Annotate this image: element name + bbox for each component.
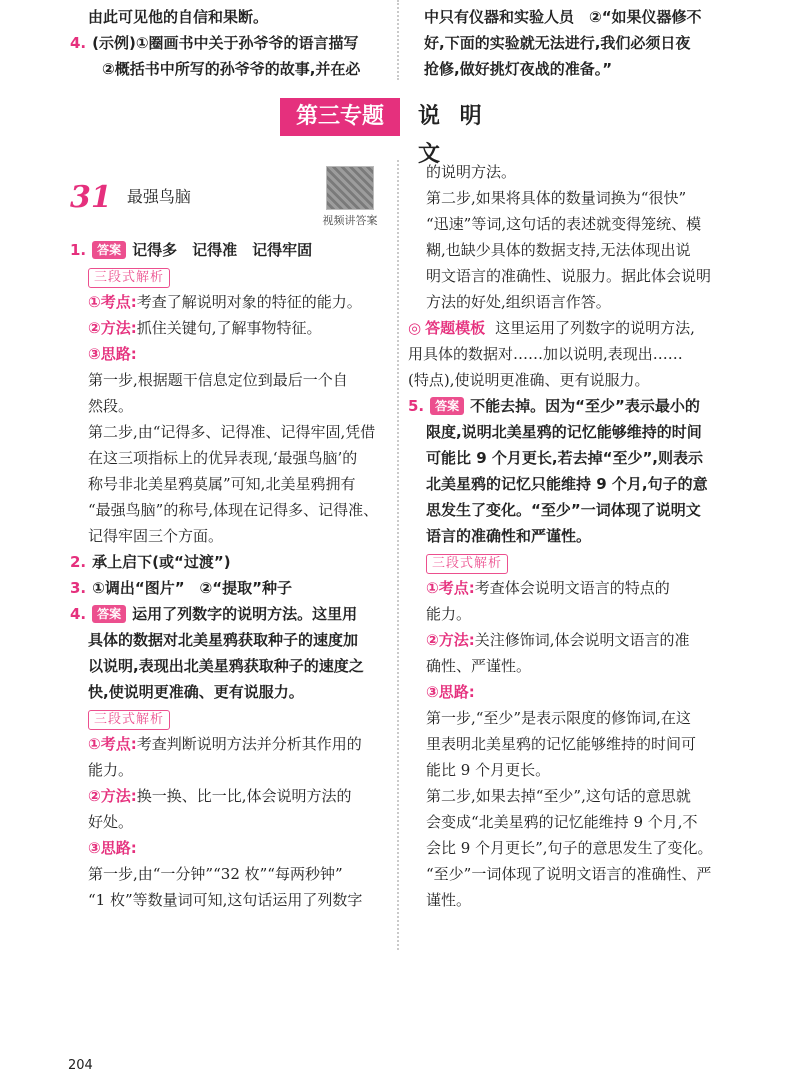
answer-text: 记得多 记得准 记得牢固 <box>132 241 313 259</box>
text-line: 第二步,如果将具体的数量词换为“很快” <box>426 189 687 207</box>
fangfa-label: ②方法: <box>426 631 475 649</box>
kaodian-label: ①考点: <box>88 735 137 753</box>
fangfa-label: ②方法: <box>88 319 137 337</box>
text-line: “1 枚”等数量词可知,这句话运用了列数字 <box>88 891 363 909</box>
text-line: 能力。 <box>88 761 134 779</box>
text-line: 会变成“北美星鸦的记忆能维持 9 个月,不 <box>426 813 698 831</box>
qr-label: 视频讲答案 <box>322 214 378 227</box>
analysis-badge: 三段式解析 <box>88 268 170 288</box>
question-number: 1. <box>70 241 87 259</box>
silu-label: ③思路: <box>426 683 475 701</box>
text-line: 能比 9 个月更长。 <box>426 761 551 779</box>
text-line: 第二步,由“记得多、记得准、记得牢固,凭借 <box>88 423 376 441</box>
question-number: 4. <box>70 605 87 623</box>
analysis-badge: 三段式解析 <box>88 710 170 730</box>
video-answer-qr[interactable] <box>320 166 380 232</box>
text-line: 确性、严谨性。 <box>426 657 532 675</box>
text-line: 能力。 <box>426 605 472 623</box>
lesson-header <box>70 180 191 220</box>
answer-badge: 答案 <box>430 397 464 415</box>
analysis-badge: 三段式解析 <box>426 554 508 574</box>
text-line: “迅速”等词,这句话的表述就变得笼统、模 <box>426 215 702 233</box>
fangfa-label: ②方法: <box>88 787 137 805</box>
answer-text: 快,使说明更准确、更有说服力。 <box>88 683 304 701</box>
text-line: 在这三项指标上的优异表现,‘最强鸟脑’的 <box>88 449 358 467</box>
text-line: 第一步,根据题干信息定位到最后一个自 <box>88 371 348 389</box>
fangfa-text: 换一换、比一比,体会说明方法的 <box>136 787 352 805</box>
section-title: 说 明 文 <box>418 104 488 167</box>
answer-text: 北美星鸦的记忆只能维持 9 个月,句子的意 <box>426 475 708 493</box>
answer-badge: 答案 <box>92 605 126 623</box>
text-line: 好处。 <box>88 813 134 831</box>
text-line: 由此可见他的自信和果断。 <box>88 8 269 26</box>
silu-label: ③思路: <box>88 345 137 363</box>
fangfa-text: 抓住关键句,了解事物特征。 <box>136 319 322 337</box>
text-line: 会比 9 个月更长”,句子的意思发生了变化。 <box>426 839 713 857</box>
text-line: 里表明北美星鸦的记忆能够维持的时间可 <box>426 735 697 753</box>
text-line: 第二步,如果去掉“至少”,这句话的意思就 <box>426 787 691 805</box>
text-line: 称号非北美星鸦莫属”可知,北美星鸦拥有 <box>88 475 356 493</box>
text-line: 用具体的数据对……加以说明,表现出…… <box>408 345 683 363</box>
text-line: 方法的好处,组织语言作答。 <box>426 293 611 311</box>
column-divider-main <box>397 160 399 950</box>
answer-text: 运用了列数字的说明方法。这里用 <box>132 605 358 623</box>
question-number: 2. <box>70 553 87 571</box>
qr-code-icon[interactable] <box>326 166 374 210</box>
kaodian-label: ①考点: <box>426 579 475 597</box>
answer-text: 承上启下(或“过渡”) <box>92 553 231 571</box>
text-line: 然段。 <box>88 397 134 415</box>
answer-text: 可能比 9 个月更长,若去掉“至少”,则表示 <box>426 449 703 467</box>
text-line: (示例)①圈画书中关于孙爷爷的语言描写 <box>92 34 359 52</box>
text-line: 的说明方法。 <box>426 163 517 181</box>
lesson-title: 最强鸟脑 <box>126 187 191 206</box>
text-line: 中只有仪器和实验人员 ②“如果仪器修不 <box>424 8 702 26</box>
left-column <box>70 237 390 913</box>
template-icon: ◎ <box>408 319 422 337</box>
section-banner <box>280 98 512 167</box>
answer-text: 限度,说明北美星鸦的记忆能够维持的时间 <box>426 423 702 441</box>
answer-text: 语言的准确性和严谨性。 <box>426 527 592 545</box>
template-label: 答题模板 <box>425 319 486 337</box>
text-line: 抢修,做好挑灯夜战的准备。” <box>424 60 613 78</box>
answer-text: ①调出“图片” ②“提取”种子 <box>92 579 292 597</box>
page-number: 204 <box>68 1058 93 1073</box>
lesson-number: 31 <box>70 180 112 215</box>
section-label: 第三专题 <box>280 98 400 136</box>
template-text: 这里运用了列数字的说明方法, <box>495 319 695 337</box>
silu-label: ③思路: <box>88 839 137 857</box>
answer-text: 思发生了变化。“至少”一词体现了说明文 <box>426 501 701 519</box>
kaodian-text: 考查了解说明对象的特征的能力。 <box>136 293 362 311</box>
fangfa-text: 关注修饰词,体会说明文语言的准 <box>474 631 690 649</box>
top-left-continuation <box>70 4 390 82</box>
right-column <box>408 159 730 913</box>
kaodian-text: 考查体会说明文语言的特点的 <box>474 579 670 597</box>
text-line: ②概括书中所写的孙爷爷的故事,并在必 <box>102 60 361 78</box>
text-line: 第一步,“至少”是表示限度的修饰词,在这 <box>426 709 691 727</box>
text-line: “至少”一词体现了说明文语言的准确性、严 <box>426 865 712 883</box>
answer-text: 以说明,表现出北美星鸦获取种子的速度之 <box>88 657 364 675</box>
text-line: 记得牢固三个方面。 <box>88 527 224 545</box>
text-line: 第一步,由“一分钟”“32 枚”“每两秒钟” <box>88 865 343 883</box>
answer-text: 具体的数据对北美星鸦获取种子的速度加 <box>88 631 359 649</box>
question-number: 3. <box>70 579 87 597</box>
text-line: 好,下面的实验就无法进行,我们必须日夜 <box>424 34 691 52</box>
text-line: (特点),使说明更准确、更有说服力。 <box>408 371 650 389</box>
column-divider-top <box>397 0 399 80</box>
text-line: 糊,也缺少具体的数据支持,无法体现出说 <box>426 241 691 259</box>
answer-text: 不能去掉。因为“至少”表示最小的 <box>470 397 700 415</box>
text-line: 明文语言的准确性、说服力。据此体会说明 <box>426 267 712 285</box>
top-right-continuation <box>424 4 744 82</box>
kaodian-label: ①考点: <box>88 293 137 311</box>
question-number: 5. <box>408 397 425 415</box>
text-line: 谨性。 <box>426 891 472 909</box>
kaodian-text: 考查判断说明方法并分析其作用的 <box>136 735 362 753</box>
answer-badge: 答案 <box>92 241 126 259</box>
question-number: 4. <box>70 34 87 52</box>
text-line: “最强鸟脑”的称号,体现在记得多、记得准、 <box>88 501 379 519</box>
